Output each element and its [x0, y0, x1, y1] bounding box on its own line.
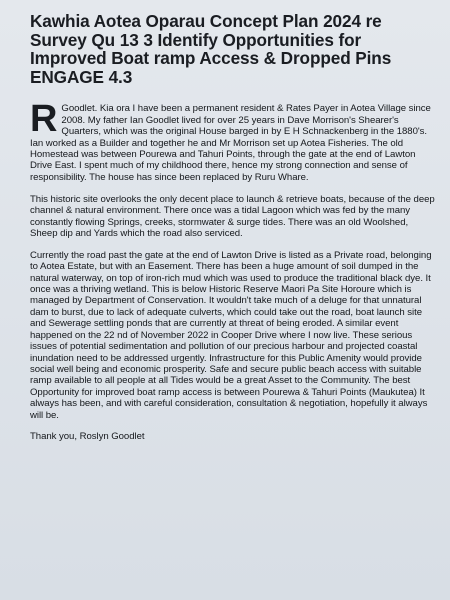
document-body — [30, 98, 436, 443]
paragraph-intro — [30, 98, 436, 183]
document-title: Kawhia Aotea Oparau Concept Plan 2024 re Survey Qu 13 3 Identify Opportunities for Improved Boat ramp Access & Dropped Pins ENGAGE 4.3 — [30, 11, 392, 87]
signoff: Thank you, Roslyn Goodlet — [30, 431, 145, 443]
drop-cap: R — [30, 98, 58, 141]
paragraph-historic-site: This historic site overlooks the only decent place to launch & retrieve boats, because of the deep channel & natural environment. There once was a tidal Lagoon which was fed by the many constantly flowing Springs, creeks, stormwater & surge tides. There was an old Woolshed, Sheep dip and Yards which the road also serviced. — [30, 193, 435, 239]
paragraph-current-road: Currently the road past the gate at the end of Lawton Drive is listed as a Private road, belonging to Aotea Estate, but with an Easement. There has been a huge amount of soil dumped in the natural waterway, on top of iron-rich mud which was used to produce the traditional black dye. It once was a thriving wetland. This is below Historic Reserve Maori Pa Site Horoure which is managed by Department of Conservation. It wouldn't take much of a deluge for that unnatural dam to burst, due to lack of adequate culverts, which could take out the road, boat launch site and Sewerage settling ponds that are currently at threat of being eroded. A similar event happened on the 22 nd of November 2022 in Cooper Drive where I now live. These serious issues of potential sedimentation and pollution of our precious harbour and projected coastal inundation need to be addressed urgently. Infrastructure for this Public Amenity would provide social well being and economic prosperity. Safe and secure public beach access with suitable ramp available to all people at all Tides would be a great Asset to the Community. The best Opportunity for improved boat ramp access is between Pourewa & Tahuri Points (Maukutea) It always has been, and with careful consideration, consultation & negotiation, hopefully it always will be. — [30, 249, 432, 421]
paragraph-intro-text: Goodlet. Kia ora I have been a permanent resident & Rates Payer in Aotea Village since 2008. My father Ian Goodlet lived for over 25 years in Dave Morrison's Shearer's Quarters, which was the original House barged in by E H Schnackenberg in the 1880's. Ian worked as a Builder and together he and Mr Morrison set up Aotea Fisheries. The old Homestead was between Pourewa and Tahuri Points, through the gate at the end of Lawton Drive East. I spent much of my childhood there, hence my strong connection and sense of responsibility. The house has since been replaced by Ruru Whare. — [30, 103, 431, 183]
